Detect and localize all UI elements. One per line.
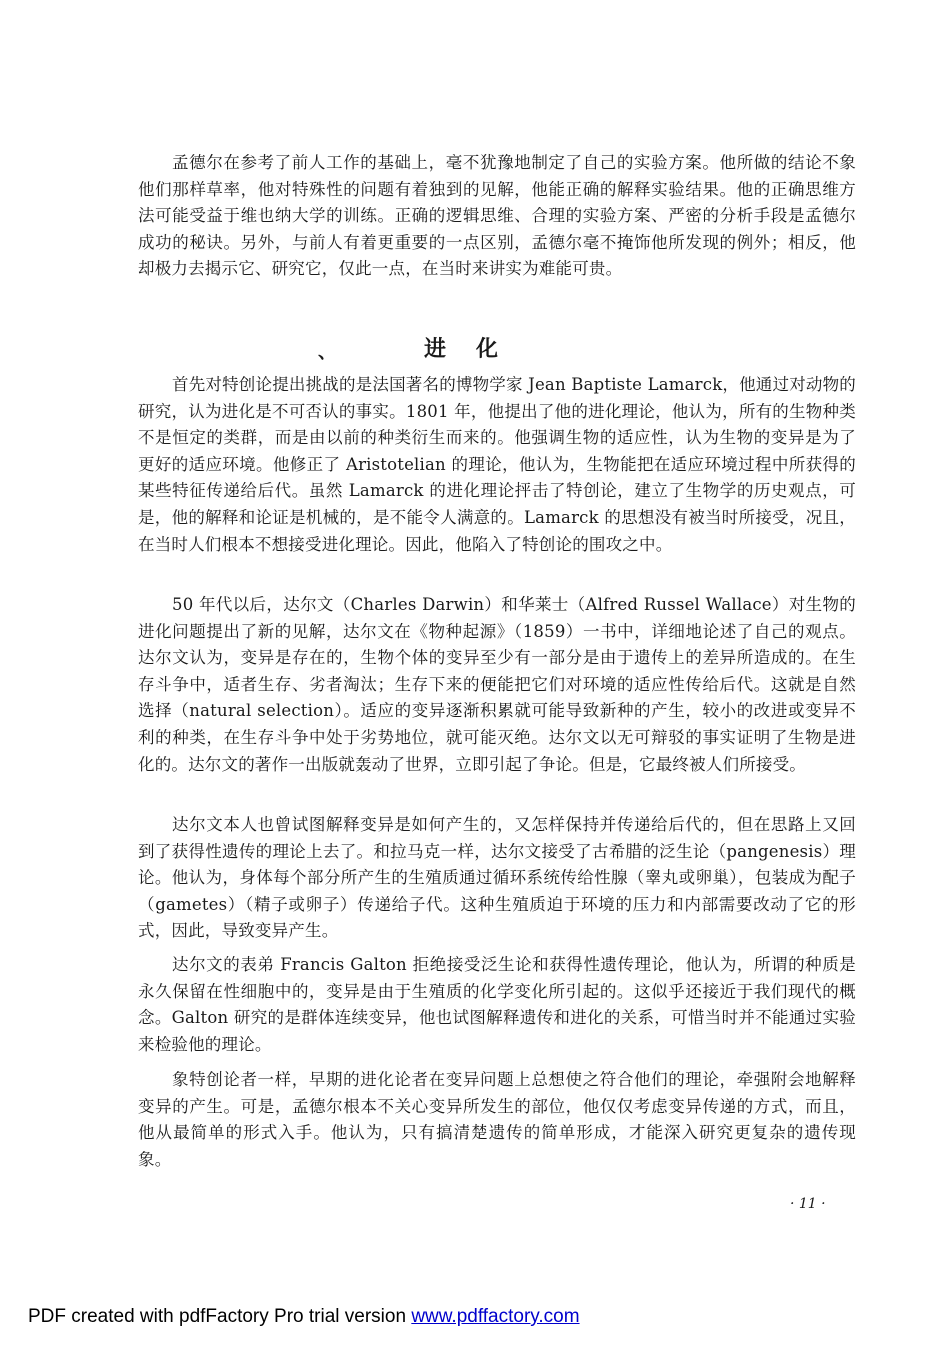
paragraph-mendel-approach: 象特创论者一样，早期的进化论者在变异问题上总想使之符合他们的理论，牵强附会地解释变异的产生。可是，孟德尔根本不关心变异所发生的部位，他仅仅考虑变异传递的方式，而且，他从最简单的形式入手。他认为，只有搞清楚遗传的简单形成，才能深入研究更复杂的遗传现象。 <box>138 1070 856 1169</box>
page-number: · 11 · <box>790 1196 826 1212</box>
pdf-footer <box>28 1306 580 1328</box>
paragraph-darwin: 50 年代以后，达尔文（Charles Darwin）和华莱士（Alfred Russel Wallace）对生物的进化问题提出了新的见解，达尔文在《物种起源》（1859）一书中，详细地论述了自己的观点。达尔文认为，变异是存在的，生物个体的变异至少有一部分是由于遗传上的差异所造成的。在生存斗争中，适者生存、劣者淘汰；生存下来的便能把它们对环境的适应性传给后代。这就是自然选择（natural selection）。适应的变异逐渐积累就可能导致新种的产生，较小的改进或变异不利的种类，在生存斗争中处于劣势地位，就可能灭绝。达尔文以无可辩驳的事实证明了生物是进化的。达尔文的著作一出版就轰动了世界，立即引起了争论。但是，它最终被人们所接受。 <box>138 595 856 774</box>
footer-text: PDF created with pdfFactory Pro trial version <box>28 1306 412 1327</box>
heading-mark: 、 <box>318 342 336 363</box>
paragraph-pangenesis: 达尔文本人也曾试图解释变异是如何产生的，又怎样保持并传递给后代的，但在思路上又回到了获得性遗传的理论上去了。和拉马克一样，达尔文接受了古希腊的泛生论（pangenesis）理论。他认为，身体每个部分所产生的生殖质通过循环系统传给性腺（睾丸或卵巢），包装成为配子（gametes）（精子或卵子）传递给子代。这种生殖质迫于环境的压力和内部需要改动了它的形式，因此，导致变异产生。 <box>138 815 856 941</box>
paragraph-mendel-method: 孟德尔在参考了前人工作的基础上，毫不犹豫地制定了自己的实验方案。他所做的结论不象他们那样草率，他对特殊性的问题有着独到的见解，他能正确的解释实验结果。他的正确思维方法可能受益于维也纳大学的训练。正确的逻辑思维、合理的实验方案、严密的分析手段是孟德尔成功的秘诀。另外，与前人有着更重要的一点区别，孟德尔毫不掩饰他所发现的例外；相反，他却极力去揭示它、研究它，仅此一点，在当时来讲实为难能可贵。 <box>138 153 856 279</box>
section-heading: 进化 <box>423 337 528 362</box>
paragraph-galton: 达尔文的表弟 Francis Galton 拒绝接受泛生论和获得性遗传理论，他认为，所谓的种质是永久保留在性细胞中的，变异是由于生殖质的化学变化所引起的。这似乎还接近于我们现代的概念。Galton 研究的是群体连续变异，他也试图解释遗传和进化的关系，可惜当时并不能通过实验来检验他的理论。 <box>138 955 856 1054</box>
paragraph-lamarck: 首先对特创论提出挑战的是法国著名的博物学家 Jean Baptiste Lamarck，他通过对动物的研究，认为进化是不可否认的事实。1801 年，他提出了他的进化理论，他认为，所有的生物种类不是恒定的类群，而是由以前的种类衍生而来的。他强调生物的适应性，认为生物的变异是为了更好的适应环境。他修正了 Aristotelian 的理论，他认为，生物能把在适应环境过程中所获得的某些特征传递给后代。虽然 Lamarck 的进化理论抨击了特创论，建立了生物学的历史观点，可是，他的解释和论证是机械的，是不能令人满意的。Lamarck 的思想没有被当时所接受，况且，在当时人们根本不想接受进化理论。因此，他陷入了特创论的围攻之中。 <box>138 375 856 554</box>
footer-link[interactable]: www.pdffactory.com <box>411 1306 580 1327</box>
